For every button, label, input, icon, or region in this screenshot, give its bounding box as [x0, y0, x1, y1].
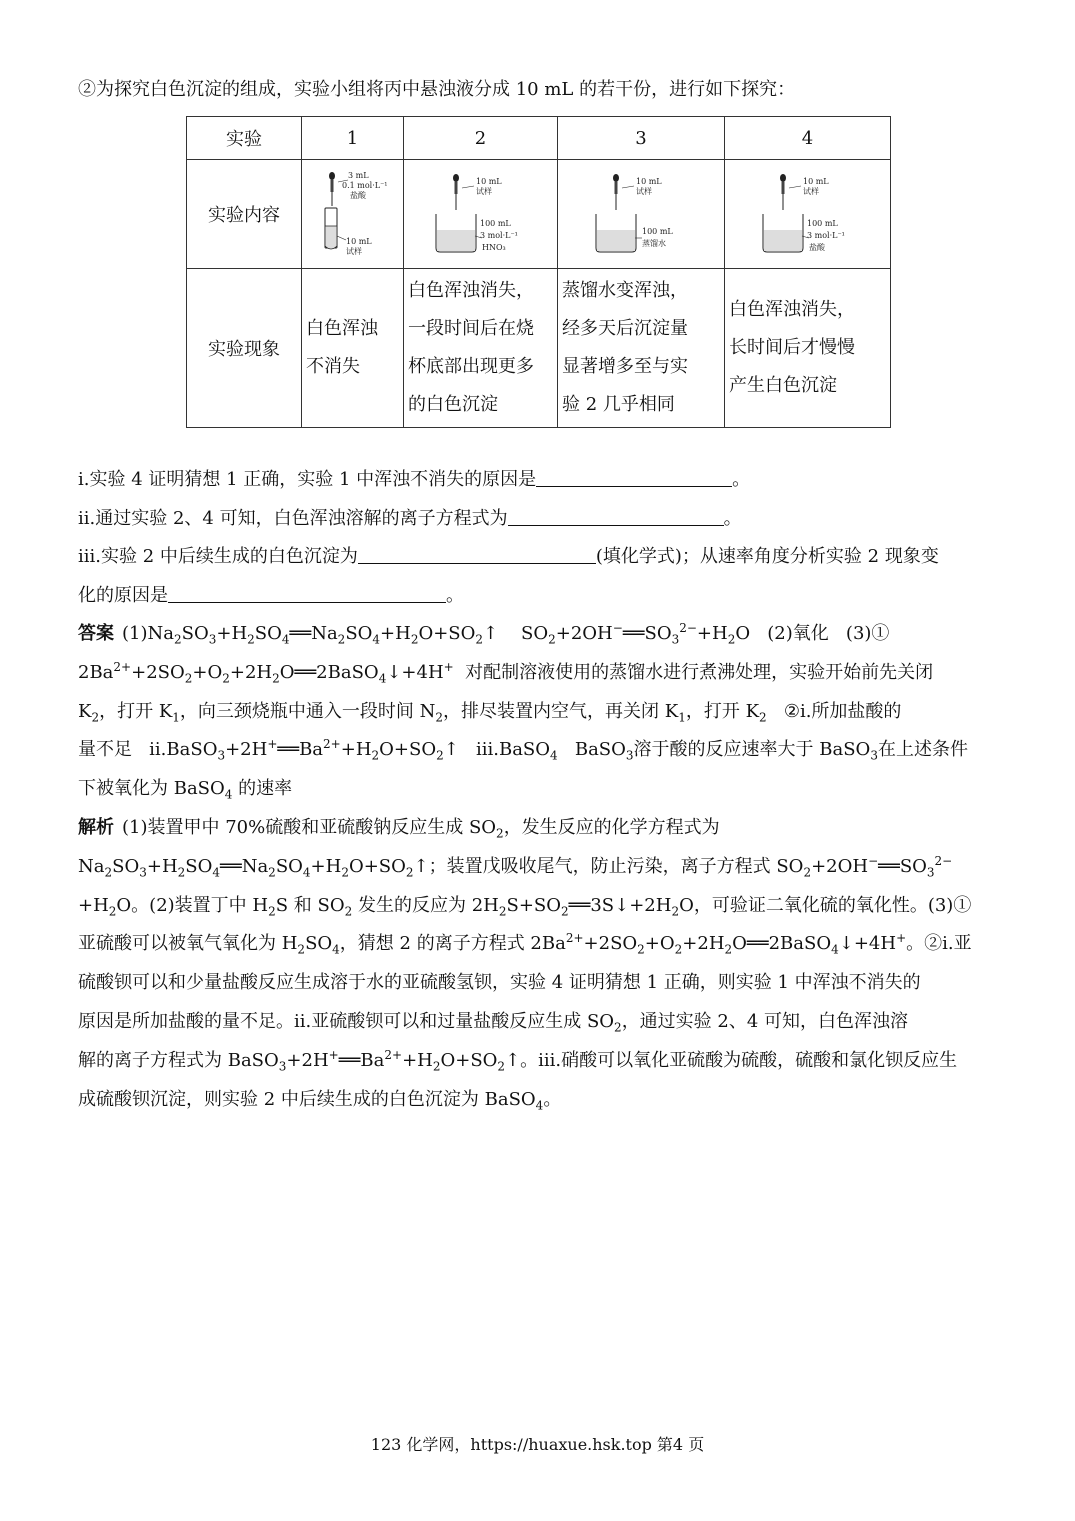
intro-text: ②为探究白色沉淀的组成，实验小组将丙中悬浊液分成 10 mL 的若干份，进行如下探究：: [78, 79, 796, 100]
beaker-figure: [426, 166, 536, 262]
fig2-top-2: 试样: [475, 187, 492, 196]
header-col-1: 1: [302, 117, 404, 160]
fig4-top-1: 10 mL: [802, 177, 829, 186]
fig2-bottom-1: 100 mL: [479, 219, 511, 228]
experiment-table: [186, 116, 891, 428]
figure-cell-4: [725, 160, 891, 269]
fig1-top-3: 盐酸: [349, 191, 366, 200]
analysis-line-4: 亚硫酸可以被氧气氧化为 $H_2SO_4$，猜想 2 的离子方程式 $2Ba^{2+}+2SO_2+O_2+2H_2O══2BaSO_4↓+4H^+$。②ⅰ.亚: [78, 931, 972, 957]
figure-cell-2: [404, 160, 558, 269]
page-footer: 123 化学网，https://huaxue.hsk.top 第4 页: [370, 1435, 705, 1454]
answer-blank[interactable]: [536, 468, 732, 487]
fig3-top-2: 试样: [636, 187, 652, 196]
figure-cell-1: [302, 160, 404, 269]
fig4-top-2: 试样: [802, 187, 819, 196]
question-iii-mid: (填化学式)；从速率角度分析实验 2 现象变: [595, 546, 939, 567]
question-ii-text: ⅱ.通过实验 2、4 可知，白色浑浊溶解的离子方程式为: [78, 508, 508, 529]
observation-text: 白色浑浊消失， 一段时间后在烧 杯底部出现更多 的白色沉淀: [408, 280, 534, 415]
fig2-top-1: 10 mL: [475, 177, 502, 186]
analysis-line-3: $+H_2O$。(2)装置丁中 $H_2S$ 和 $SO_2$ 发生的反应为 $2H_2S+SO_2══3S↓+2H_2O$，可验证二氧化硫的氧化性。(3)①: [78, 895, 972, 919]
fig1-top-1: 3 mL: [347, 171, 369, 180]
analysis-line-1: 解析 (1)装置甲中 70%硫酸和亚硫酸钠反应生成 $SO_2$，发生反应的化学方程式为: [78, 817, 720, 841]
analysis-line-5: 硫酸钡可以和少量盐酸反应生成溶于水的亚硫酸氢钡，实验 4 证明猜想 1 正确，则实验 1 中浑浊不消失的: [78, 972, 921, 993]
fig4-bottom-3: 盐酸: [808, 243, 825, 252]
analysis-line-7: 解的离子方程式为 $BaSO_3+2H^+══Ba^{2+}+H_2O+SO_2↑$。ⅲ.硝酸可以氧化亚硫酸为硫酸，硫酸和氯化钡反应生: [78, 1048, 958, 1074]
analysis-line-6: 原因是所加盐酸的量不足。ⅱ.亚硫酸钡可以和过量盐酸反应生成 $SO_2$，通过实验 2、4 可知，白色浑浊溶: [78, 1011, 909, 1035]
fig3-bottom-1: 100 mL: [642, 227, 673, 236]
fig2-bottom-2: 3 mol·L⁻¹: [479, 231, 518, 240]
observation-cell-1: [302, 269, 404, 428]
answer-line-3: $K_2$，打开 $K_1$，向三颈烧瓶中通入一段时间 $N_2$，排尽装置内空气，再关闭 $K_1$，打开 $K_2$ ②ⅰ.所加盐酸的: [78, 701, 902, 725]
observation-text: 蒸馏水变浑浊， 经多天后沉淀量 显著增多至与实 验 2 几乎相同: [562, 280, 688, 415]
observation-cell-2: [404, 269, 558, 428]
analysis-label: 解析: [78, 817, 114, 838]
table-content-row: [187, 160, 891, 269]
table-header-row: [187, 117, 891, 160]
fig4-bottom-1: 100 mL: [806, 219, 838, 228]
question-i: [78, 468, 750, 492]
observation-cell-3: [558, 269, 725, 428]
figure-cell-3: [558, 160, 725, 269]
question-iii-line2-text: 化的原因是: [78, 585, 168, 606]
answer-label: 答案: [78, 623, 114, 644]
table-observation-row: [187, 269, 891, 428]
header-col-4: 4: [725, 117, 891, 160]
answer-line-2: $2Ba^{2+}+2SO_2+O_2+2H_2O══2BaSO_4↓+4H^+$ 对配制溶液使用的蒸馏水进行煮沸处理，实验开始前先关闭: [78, 660, 934, 686]
fig3-top-1: 10 mL: [636, 177, 662, 186]
header-label: 实验: [187, 117, 302, 160]
answer-line-1: 答案 $(1)Na_2SO_3+H_2SO_4══Na_2SO_4+H_2O+SO_2↑$ $SO_2+2OH^-══SO_3^{2-}+H_2O$ (2)氧化 (3)①: [78, 621, 890, 647]
question-i-text: ⅰ.实验 4 证明猜想 1 正确，实验 1 中浑浊不消失的原因是: [78, 469, 537, 490]
answer-blank[interactable]: [358, 545, 596, 564]
fig1-bottom-1: 10 mL: [345, 237, 372, 246]
question-iii-text: ⅲ.实验 2 中后续生成的白色沉淀为: [78, 546, 358, 567]
header-col-2: 2: [404, 117, 558, 160]
answer-blank[interactable]: [168, 584, 446, 603]
question-ii: [78, 507, 742, 531]
question-iii: [78, 545, 939, 569]
question-ii-end: 。: [723, 508, 742, 529]
question-iii-end: 。: [446, 585, 464, 606]
fig3-bottom-2: 蒸馏水: [642, 239, 666, 248]
fig4-bottom-2: 3 mol·L⁻¹: [806, 231, 845, 240]
observation-cell-4: [725, 269, 891, 428]
question-i-end: 。: [732, 469, 751, 490]
observation-text: 白色浑浊消失， 长时间后才慢慢 产生白色沉淀: [729, 299, 855, 396]
test-tube-figure: [308, 166, 398, 262]
answer-line-4: 量不足 $ⅱ.BaSO_3+2H^+══Ba^{2+}+H_2O+SO_2↑$ ⅲ.BaSO$_4$ BaSO$_3$溶于酸的反应速率大于 BaSO$_3$在上述条件: [78, 737, 968, 763]
question-iii-line2: [78, 584, 464, 608]
answer-line-5: 下被氧化为 BaSO$_4$ 的速率: [78, 778, 293, 802]
fig1-top-2: 0.1 mol·L⁻¹: [341, 181, 388, 190]
beaker-figure: [586, 166, 696, 262]
content-label: 实验内容: [187, 160, 302, 269]
beaker-figure: [753, 166, 863, 262]
analysis-line-8: 成硫酸钡沉淀，则实验 2 中后续生成的白色沉淀为 BaSO$_4$。: [78, 1089, 562, 1113]
answer-blank[interactable]: [508, 507, 724, 526]
observation-label: 实验现象: [187, 269, 302, 428]
fig1-bottom-2: 试样: [345, 247, 362, 256]
header-col-3: 3: [558, 117, 725, 160]
fig2-bottom-3: HNO₃: [481, 243, 506, 252]
analysis-line-2: $Na_2SO_3+H_2SO_4══Na_2SO_4+H_2O+SO_2↑$；装置戊吸收尾气，防止污染，离子方程式 $SO_2+2OH^-══SO_3^{2-}$: [78, 854, 953, 880]
observation-text: 白色浑浊 不消失: [306, 318, 378, 377]
